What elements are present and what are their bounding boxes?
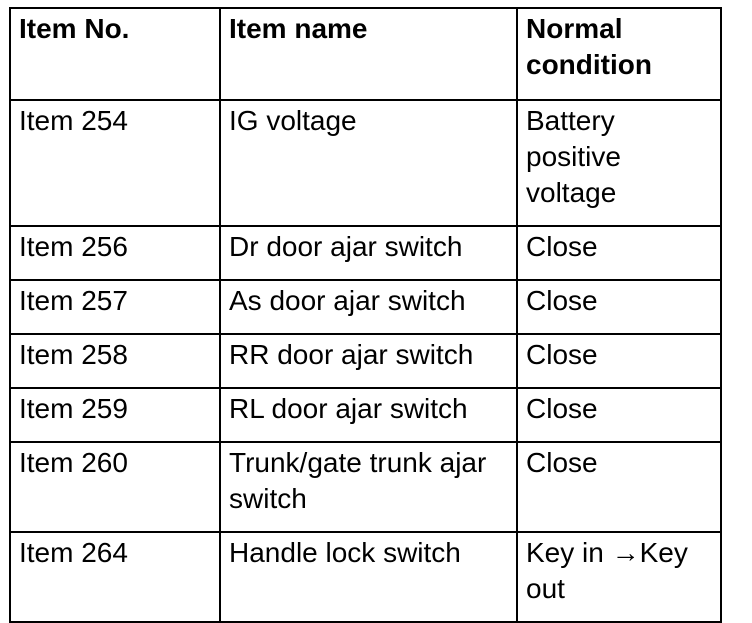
table-row bbox=[10, 100, 721, 226]
table-row bbox=[10, 388, 721, 442]
cell-item-name: Dr door ajar switch bbox=[220, 226, 517, 280]
table-row bbox=[10, 334, 721, 388]
header-item-name: Item name bbox=[220, 8, 517, 100]
cell-item-name: Trunk/gate trunk ajar switch bbox=[220, 442, 517, 532]
table-row bbox=[10, 532, 721, 622]
cell-normal-condition: Battery positive voltage bbox=[517, 100, 721, 226]
cell-normal-condition: Close bbox=[517, 388, 721, 442]
table-row bbox=[10, 280, 721, 334]
cell-normal-condition: Close bbox=[517, 226, 721, 280]
header-item-no: Item No. bbox=[10, 8, 220, 100]
condition-table bbox=[9, 7, 722, 623]
cell-item-name: IG voltage bbox=[220, 100, 517, 226]
table-row bbox=[10, 442, 721, 532]
cell-item-no: Item 254 bbox=[10, 100, 220, 226]
cell-item-no: Item 256 bbox=[10, 226, 220, 280]
cell-item-no: Item 257 bbox=[10, 280, 220, 334]
cell-item-name: RL door ajar switch bbox=[220, 388, 517, 442]
table-row bbox=[10, 226, 721, 280]
cell-item-name: RR door ajar switch bbox=[220, 334, 517, 388]
cell-item-name: As door ajar switch bbox=[220, 280, 517, 334]
cell-item-no: Item 258 bbox=[10, 334, 220, 388]
cell-normal-condition: Close bbox=[517, 442, 721, 532]
cell-item-no: Item 259 bbox=[10, 388, 220, 442]
cell-normal-condition: Close bbox=[517, 334, 721, 388]
cell-normal-condition: Key in →Key out bbox=[517, 532, 721, 622]
cell-item-no: Item 260 bbox=[10, 442, 220, 532]
cell-normal-condition: Close bbox=[517, 280, 721, 334]
cell-item-name: Handle lock switch bbox=[220, 532, 517, 622]
cell-item-no: Item 264 bbox=[10, 532, 220, 622]
header-normal-condition: Normal condition bbox=[517, 8, 721, 100]
table-header-row bbox=[10, 8, 721, 100]
